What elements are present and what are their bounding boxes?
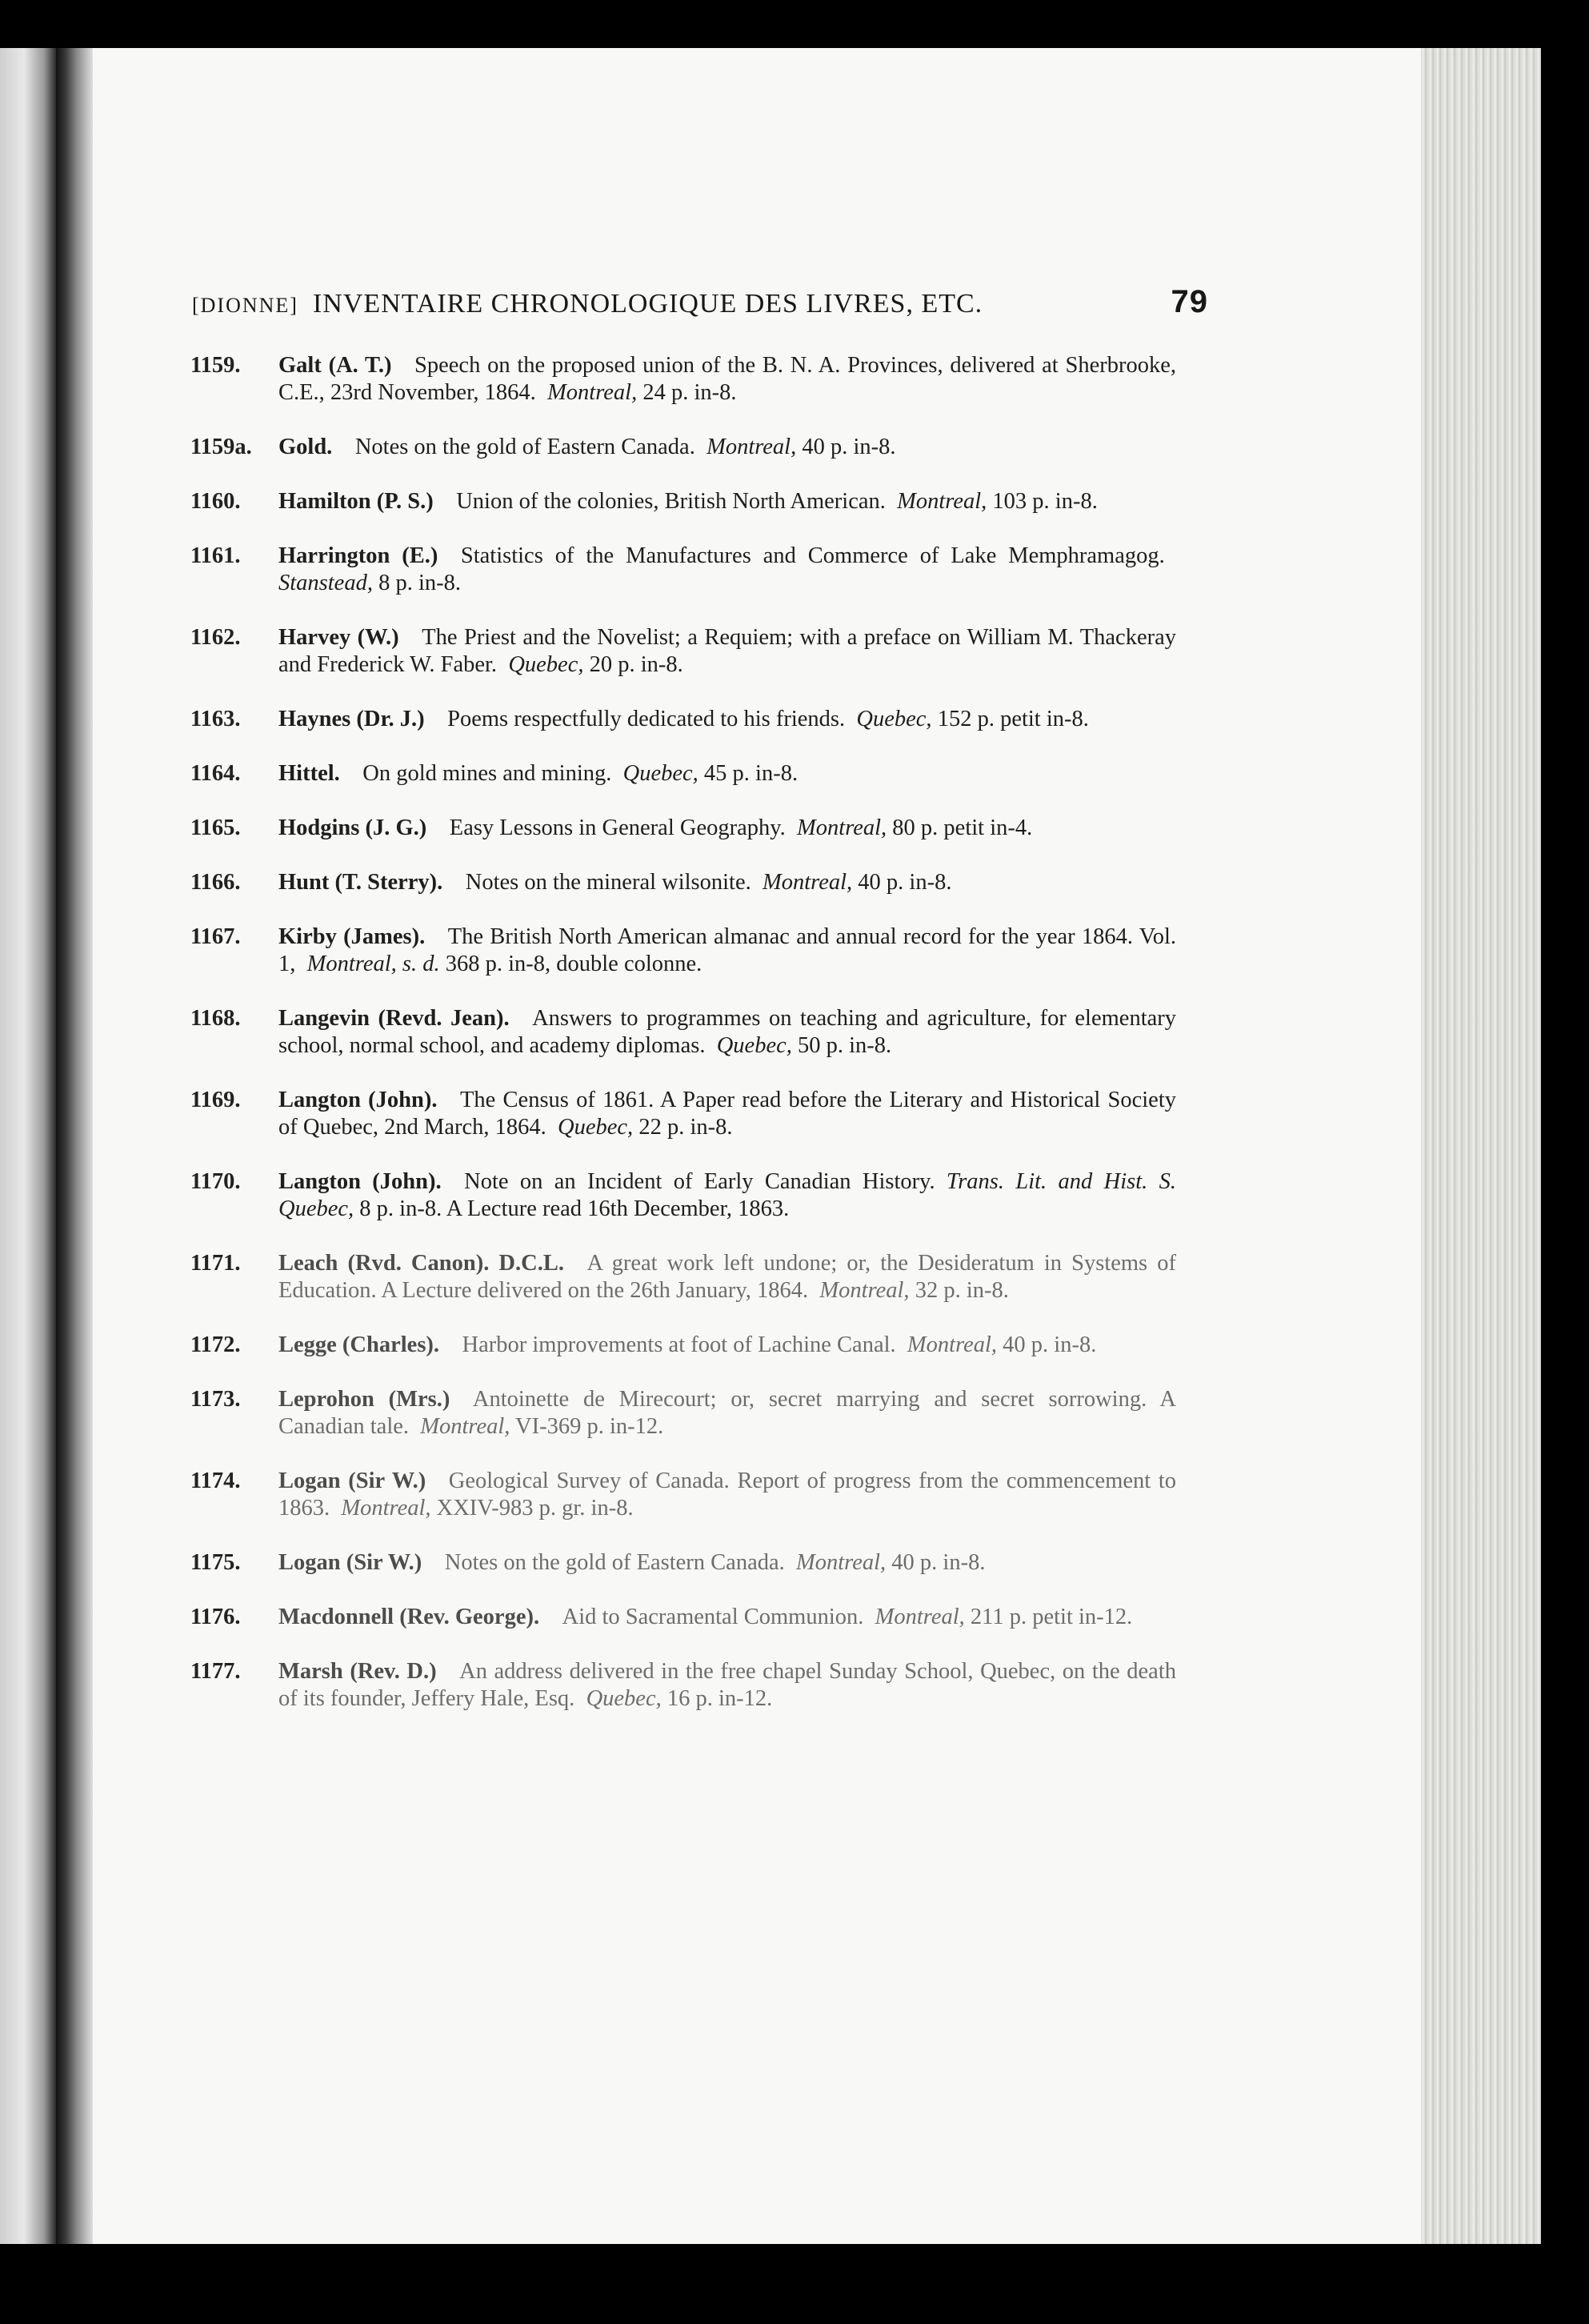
entry-place: Montreal, <box>547 380 638 405</box>
entry-pagination: VI-369 p. in-12. <box>515 1414 664 1439</box>
entry-author: Logan (Sir W.) <box>278 1469 426 1493</box>
entry-title: Notes on the gold of Eastern Canada. <box>444 1550 785 1575</box>
bibliography-entry <box>190 1168 1176 1223</box>
entry-number: 1171. <box>190 1251 241 1276</box>
entry-title: Union of the colonies, British North American. <box>456 489 886 514</box>
entry-title: Speech on the proposed union of the B. N. A. Provinces, delivered at Sherbrooke, C.E., 23rd November, 1864. <box>278 353 1176 405</box>
entry-pagination: XXIV-983 p. gr. in-8. <box>436 1496 634 1521</box>
entry-place: Stanstead, <box>278 571 373 595</box>
entry-place: Quebec, <box>508 652 584 677</box>
entry-pagination: 368 p. in-8, double colonne. <box>445 952 702 976</box>
entry-author: Legge (Charles). <box>278 1332 440 1357</box>
entry-text <box>278 434 1176 461</box>
entry-number: 1167. <box>190 924 241 949</box>
entry-place: Trans. Lit. and Hist. S. Quebec, <box>278 1169 1177 1221</box>
entry-text <box>278 1658 1176 1713</box>
entry-place: Quebec, <box>586 1686 662 1711</box>
entry-number: 1168. <box>190 1006 241 1031</box>
running-head-author: [DIONNE] <box>192 294 298 317</box>
entry-number: 1176. <box>190 1605 241 1629</box>
entry-title: Answers to programmes on teaching and agriculture, for elementary school, normal school, and academy diplomas. <box>278 1006 1177 1058</box>
entry-pagination: 32 p. in-8. <box>915 1278 1009 1303</box>
entry-text <box>278 706 1176 733</box>
bibliography-entry <box>190 1604 1176 1631</box>
entry-place: Montreal, s. d. <box>306 952 440 976</box>
entry-place: Quebec, <box>856 707 932 731</box>
entry-author: Galt (A. T.) <box>278 353 392 378</box>
entry-author: Kirby (James). <box>278 924 426 949</box>
bibliography-entry <box>190 1005 1176 1060</box>
bibliography-list <box>190 352 1176 1740</box>
entry-pagination: 40 p. in-8. <box>891 1550 986 1575</box>
entry-title: Antoinette de Mirecourt; or, secret marrying and secret sorrowing. A Canadian tale. <box>278 1387 1177 1439</box>
entry-text <box>278 1168 1176 1223</box>
entry-number: 1170. <box>190 1169 241 1194</box>
scan-border-top <box>0 0 1589 48</box>
entry-text <box>278 869 1176 896</box>
bibliography-entry <box>190 1332 1176 1359</box>
entry-pagination: 8 p. in-8. A Lecture read 16th December, 1863. <box>359 1196 790 1221</box>
entry-place: Montreal, <box>797 815 887 840</box>
entry-text <box>278 543 1176 597</box>
entry-pagination: 20 p. in-8. <box>589 652 683 677</box>
bibliography-entry <box>190 815 1176 842</box>
bibliography-entry <box>190 869 1176 896</box>
entry-author: Langevin (Revd. Jean). <box>278 1006 510 1031</box>
entry-author: Hittel. <box>278 761 340 786</box>
entry-pagination: 40 p. in-8. <box>858 870 952 895</box>
entry-number: 1159a. <box>190 435 252 459</box>
bibliography-entry <box>190 543 1176 597</box>
entry-author: Gold. <box>278 435 333 459</box>
page-fore-edge <box>1421 48 1541 2244</box>
entry-text <box>278 1468 1176 1522</box>
scan-border-bottom <box>0 2244 1589 2324</box>
entry-text <box>278 1087 1176 1141</box>
entry-title: The Census of 1861. A Paper read before the Literary and Historical Society of Quebec, 2nd March, 1864. <box>278 1088 1177 1140</box>
entry-author: Leprohon (Mrs.) <box>278 1387 450 1412</box>
entry-author: Langton (John). <box>278 1169 442 1194</box>
entry-number: 1177. <box>190 1659 241 1684</box>
book-gutter <box>56 48 93 2244</box>
bibliography-entry <box>190 1658 1176 1713</box>
entry-place: Montreal, <box>907 1332 998 1357</box>
entry-place: Montreal, <box>341 1496 431 1521</box>
entry-title: Aid to Sacramental Communion. <box>562 1605 864 1629</box>
entry-text <box>278 624 1176 679</box>
entry-author: Logan (Sir W.) <box>278 1550 422 1575</box>
entry-title: Statistics of the Manufactures and Commerce of Lake Memphramagog. <box>460 543 1165 568</box>
entry-title: Notes on the mineral wilsonite. <box>465 870 751 895</box>
bibliography-entry <box>190 924 1176 978</box>
entry-author: Macdonnell (Rev. George). <box>278 1605 540 1629</box>
entry-pagination: 16 p. in-12. <box>666 1686 773 1711</box>
bibliography-entry <box>190 434 1176 461</box>
entry-title: Geological Survey of Canada. Report of progress from the commencement to 1863. <box>278 1469 1176 1521</box>
entry-author: Leach (Rvd. Canon). D.C.L. <box>278 1251 564 1276</box>
entry-text <box>278 1250 1176 1304</box>
entry-pagination: 45 p. in-8. <box>703 761 799 786</box>
scan-border-right <box>1541 0 1589 2324</box>
bibliography-entry <box>190 706 1176 733</box>
entry-number: 1165. <box>190 815 241 840</box>
entry-number: 1159. <box>190 353 241 378</box>
entry-pagination: 50 p. in-8. <box>798 1033 892 1058</box>
entry-title: Notes on the gold of Eastern Canada. <box>354 435 695 459</box>
entry-author: Haynes (Dr. J.) <box>278 707 425 731</box>
entry-title: An address delivered in the free chapel Sunday School, Quebec, on the death of its founder, Jeffery Hale, Esq. <box>278 1659 1176 1711</box>
entry-number: 1169. <box>190 1088 241 1112</box>
bibliography-entry <box>190 1087 1176 1141</box>
page-number: 79 <box>1171 284 1208 319</box>
entry-pagination: 103 p. in-8. <box>992 489 1098 514</box>
entry-pagination: 40 p. in-8. <box>1003 1332 1097 1357</box>
entry-pagination: 22 p. in-8. <box>638 1115 733 1140</box>
entry-title: The British North American almanac and annual record for the year 1864. Vol. 1, <box>278 924 1176 976</box>
running-head <box>192 284 1208 320</box>
entry-place: Quebec, <box>716 1033 792 1058</box>
entry-place: Montreal, <box>706 435 797 459</box>
entry-title: On gold mines and mining. <box>362 761 612 786</box>
entry-pagination: 211 p. petit in-12. <box>970 1605 1133 1629</box>
entry-number: 1160. <box>190 489 241 514</box>
entry-text <box>278 1005 1176 1060</box>
entry-number: 1175. <box>190 1550 241 1575</box>
entry-place: Montreal, <box>420 1414 510 1439</box>
bibliography-entry <box>190 760 1176 787</box>
entry-pagination: 8 p. in-8. <box>378 571 461 595</box>
entry-number: 1172. <box>190 1332 241 1357</box>
entry-place: Quebec, <box>558 1115 634 1140</box>
entry-pagination: 40 p. in-8. <box>802 435 896 459</box>
entry-title: Easy Lessons in General Geography. <box>449 815 786 840</box>
entry-title: A great work left undone; or, the Desideratum in Systems of Education. A Lecture delivered on the 26th January, 1864. <box>278 1251 1176 1303</box>
entry-text <box>278 760 1176 787</box>
bibliography-entry <box>190 1549 1176 1577</box>
bibliography-entry <box>190 1468 1176 1522</box>
entry-number: 1173. <box>190 1387 241 1412</box>
entry-pagination: 24 p. in-8. <box>642 380 737 405</box>
bibliography-entry <box>190 624 1176 679</box>
entry-author: Hodgins (J. G.) <box>278 815 427 840</box>
running-head-title: INVENTAIRE CHRONOLOGIQUE DES LIVRES, ETC. <box>312 289 983 319</box>
entry-text <box>278 924 1176 978</box>
entry-place: Montreal, <box>762 870 853 895</box>
entry-title: The Priest and the Novelist; a Requiem; with a preface on William M. Thackeray and Frederick W. Faber. <box>278 625 1177 677</box>
entry-author: Harrington (E.) <box>278 543 438 568</box>
entry-text <box>278 1332 1176 1359</box>
entry-author: Marsh (Rev. D.) <box>278 1659 437 1684</box>
entry-place: Montreal, <box>796 1550 887 1575</box>
entry-number: 1161. <box>190 543 241 568</box>
entry-number: 1174. <box>190 1469 241 1493</box>
entry-text <box>278 1549 1176 1577</box>
bibliography-entry <box>190 1386 1176 1440</box>
entry-author: Langton (John). <box>278 1088 438 1112</box>
entry-number: 1163. <box>190 707 241 731</box>
facing-page-edge <box>0 48 56 2244</box>
entry-text <box>278 1386 1176 1440</box>
entry-pagination: 80 p. petit in-4. <box>892 815 1033 840</box>
entry-place: Quebec, <box>622 761 698 786</box>
bibliography-entry <box>190 352 1176 407</box>
entry-place: Montreal, <box>897 489 987 514</box>
entry-title: Harbor improvements at foot of Lachine Canal. <box>462 1332 896 1357</box>
entry-text <box>278 815 1176 842</box>
entry-text <box>278 352 1176 407</box>
bibliography-entry <box>190 1250 1176 1304</box>
entry-author: Hamilton (P. S.) <box>278 489 434 514</box>
entry-title: Poems respectfully dedicated to his friends. <box>447 707 846 731</box>
entry-text <box>278 488 1176 515</box>
entry-place: Montreal, <box>875 1605 965 1629</box>
entry-number: 1162. <box>190 625 241 650</box>
entry-number: 1166. <box>190 870 241 895</box>
entry-pagination: 152 p. petit in-8. <box>937 707 1089 731</box>
entry-author: Harvey (W.) <box>278 625 399 650</box>
entry-place: Montreal, <box>819 1278 910 1303</box>
entry-author: Hunt (T. Sterry). <box>278 870 443 895</box>
entry-number: 1164. <box>190 761 241 786</box>
bibliography-entry <box>190 488 1176 515</box>
entry-text <box>278 1604 1176 1631</box>
entry-title: Note on an Incident of Early Canadian History. <box>464 1169 935 1194</box>
